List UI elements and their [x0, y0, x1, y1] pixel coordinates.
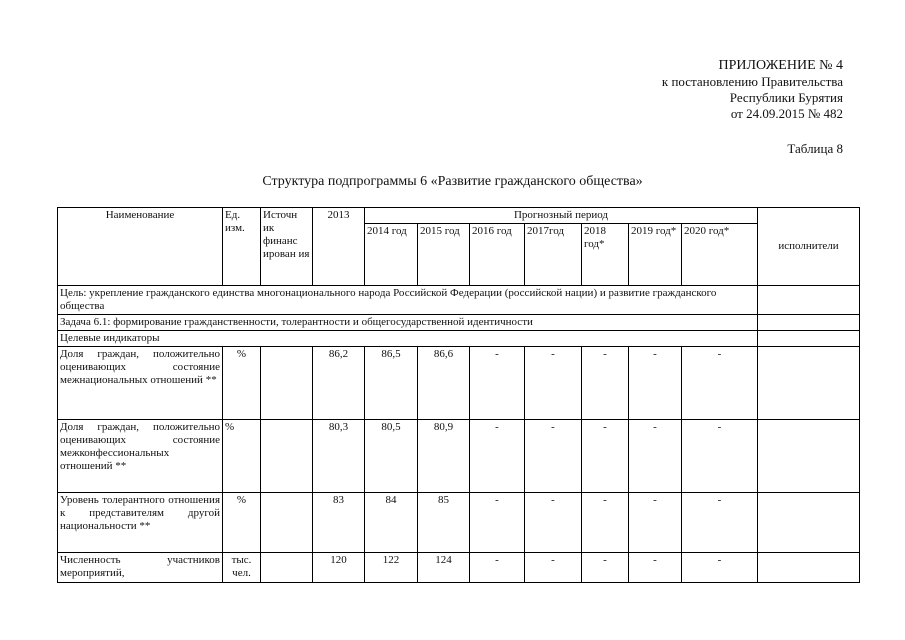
row-value: 124: [418, 553, 470, 583]
appendix-line: ПРИЛОЖЕНИЕ № 4: [718, 58, 843, 73]
row-value: -: [470, 493, 525, 553]
row-value: -: [682, 493, 758, 553]
row-value: 80,3: [313, 420, 365, 493]
header-executors: исполнители: [758, 208, 860, 286]
row-value: -: [470, 553, 525, 583]
row-name: Доля граждан, положительно оценивающих состояние межконфессиональных отношений **: [58, 420, 223, 493]
row-source: [261, 553, 313, 583]
row-value: -: [629, 347, 682, 420]
row-value: -: [629, 420, 682, 493]
row-source: [261, 347, 313, 420]
header-forecast: Прогнозный период: [365, 208, 758, 224]
row-value: 84: [365, 493, 418, 553]
header-year: 2014 год: [365, 224, 418, 286]
row-value: 83: [313, 493, 365, 553]
row-unit: %: [223, 493, 261, 553]
row-value: -: [470, 347, 525, 420]
row-value: -: [582, 493, 629, 553]
row-value: -: [629, 553, 682, 583]
document-title: Структура подпрограммы 6 «Развитие гражданского общества»: [262, 174, 643, 189]
header-source: Источн ик финанс ирован ия: [261, 208, 313, 286]
header-row: [58, 208, 860, 224]
row-name: Численность участников мероприятий,: [58, 553, 223, 583]
header-unit: Ед. изм.: [223, 208, 261, 286]
row-value: 86,5: [365, 347, 418, 420]
appendix-line: к постановлению Правительства: [661, 74, 843, 89]
row-value: -: [582, 347, 629, 420]
row-value: -: [470, 420, 525, 493]
appendix-block: [662, 58, 843, 122]
row-source: [261, 420, 313, 493]
header-year: 2019 год*: [629, 224, 682, 286]
row-value: -: [525, 493, 582, 553]
row-name: Уровень толерантного отношения к представителям другой национальности **: [58, 493, 223, 553]
header-year: 2017год: [525, 224, 582, 286]
header-2013: 2013: [313, 208, 365, 286]
row-source: [261, 493, 313, 553]
row-value: -: [582, 553, 629, 583]
row-value: 80,5: [365, 420, 418, 493]
header-year: 2020 год*: [682, 224, 758, 286]
row-value: 80,9: [418, 420, 470, 493]
indicators-label: Целевые индикаторы: [58, 331, 758, 347]
row-unit: %: [223, 420, 261, 493]
row-unit: %: [223, 347, 261, 420]
row-name: Доля граждан, положительно оценивающих состояние межнациональных отношений **: [58, 347, 223, 420]
row-value: 120: [313, 553, 365, 583]
row-value: -: [525, 553, 582, 583]
table-number: Таблица 8: [787, 141, 843, 156]
header-year: 2018 год*: [582, 224, 629, 286]
row-value: -: [682, 420, 758, 493]
table-row: [58, 347, 860, 420]
row-value: 85: [418, 493, 470, 553]
subprogram-table: [57, 207, 860, 583]
row-value: -: [525, 347, 582, 420]
row-value: -: [629, 493, 682, 553]
table-row: [58, 420, 860, 493]
row-value: -: [682, 553, 758, 583]
table-row: [58, 553, 860, 583]
row-value: 86,2: [313, 347, 365, 420]
row-value: -: [582, 420, 629, 493]
appendix-line: от 24.09.2015 № 482: [730, 106, 843, 121]
indicators-row: [58, 331, 860, 347]
appendix-line: Республики Бурятия: [729, 90, 843, 105]
header-name: Наименование: [58, 208, 223, 286]
header-year: 2015 год: [418, 224, 470, 286]
goal-text: Цель: укрепление гражданского единства многонационального народа Российской Федерации (российской нации) и развитие гражданского общества: [58, 286, 758, 315]
row-value: 122: [365, 553, 418, 583]
header-year: 2016 год: [470, 224, 525, 286]
task-row: [58, 315, 860, 331]
table-row: [58, 493, 860, 553]
row-value: -: [525, 420, 582, 493]
goal-row: [58, 286, 860, 315]
row-value: -: [682, 347, 758, 420]
task-text: Задача 6.1: формирование гражданственности, толерантности и общегосударственной идентичности: [58, 315, 758, 331]
row-unit: тыс. чел.: [223, 553, 261, 583]
row-value: 86,6: [418, 347, 470, 420]
